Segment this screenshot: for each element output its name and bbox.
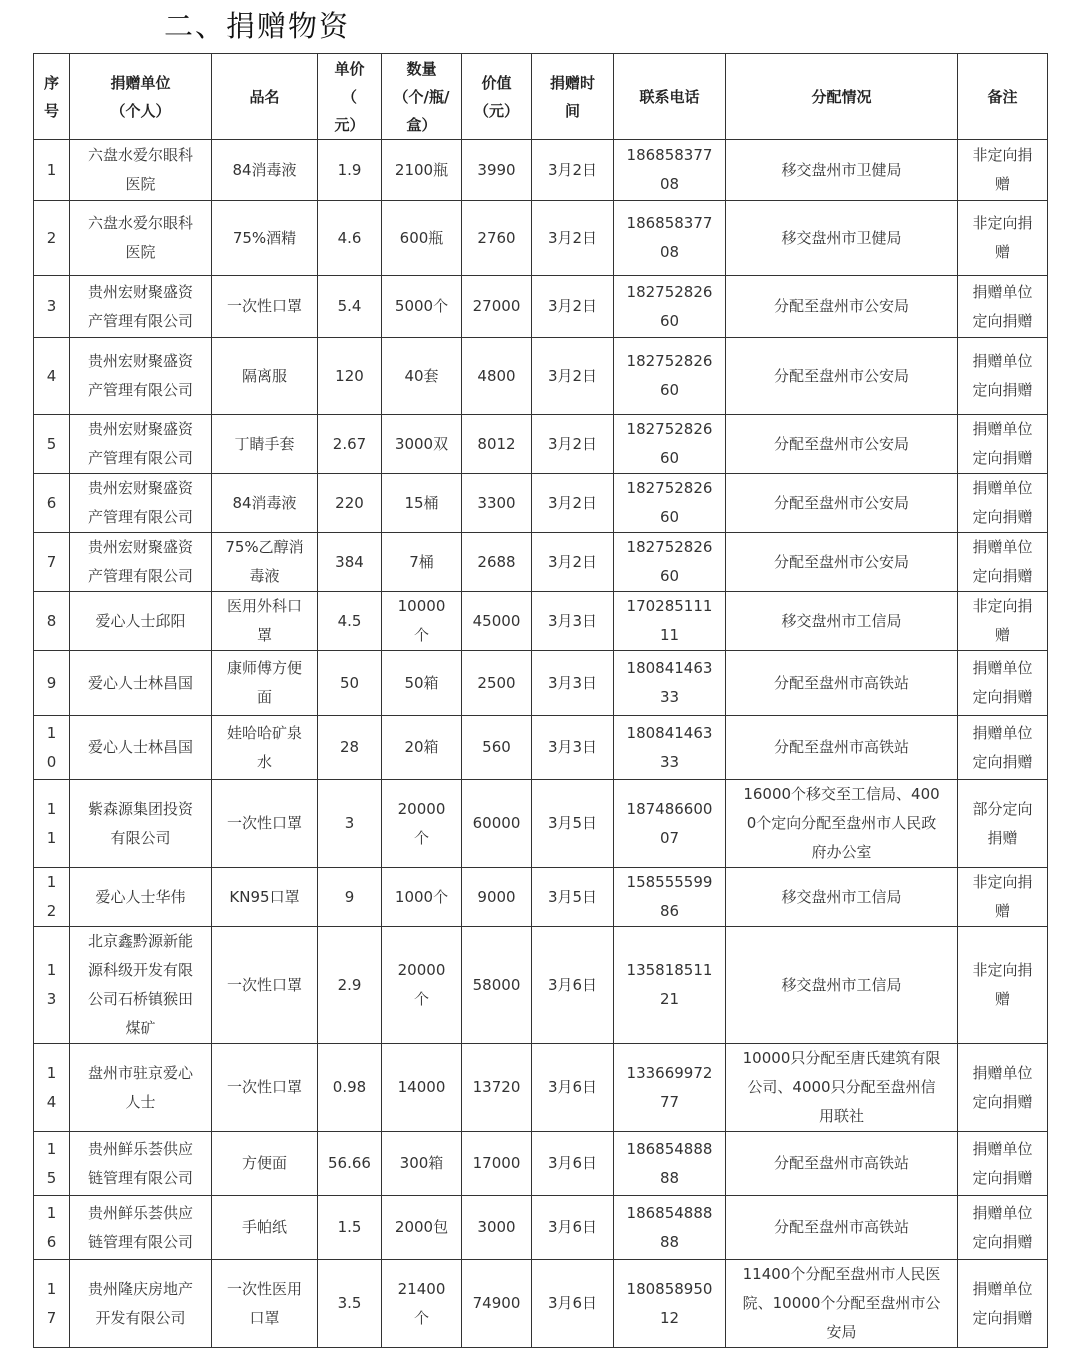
cell-index: 3 [34, 276, 70, 338]
cell-item: 一次性口罩 [212, 1044, 318, 1132]
cell-donor: 爱心人士林昌国 [70, 651, 212, 716]
cell-distribution: 分配至盘州市公安局 [726, 276, 958, 338]
cell-phone: 170285111 11 [614, 592, 726, 651]
cell-date: 3月5日 [532, 780, 614, 868]
cell-phone: 135818511 21 [614, 927, 726, 1044]
cell-price: 2.9 [318, 927, 382, 1044]
cell-donor: 紫森源集团投资 有限公司 [70, 780, 212, 868]
cell-quantity: 20000 个 [382, 927, 462, 1044]
header-date: 捐赠时 间 [532, 54, 614, 140]
header-value: 价值 （元） [462, 54, 532, 140]
cell-distribution: 分配至盘州市公安局 [726, 533, 958, 592]
cell-phone: 182752826 60 [614, 415, 726, 474]
cell-donor: 贵州鲜乐荟供应 链管理有限公司 [70, 1196, 212, 1260]
table-row [34, 201, 1048, 276]
cell-phone: 182752826 60 [614, 533, 726, 592]
cell-value: 8012 [462, 415, 532, 474]
cell-value: 3000 [462, 1196, 532, 1260]
cell-remark: 捐赠单位 定向捐赠 [958, 651, 1048, 716]
cell-price: 50 [318, 651, 382, 716]
cell-phone: 186858377 08 [614, 140, 726, 201]
cell-value: 60000 [462, 780, 532, 868]
cell-index: 1 7 [34, 1260, 70, 1348]
cell-phone: 180841463 33 [614, 716, 726, 780]
cell-quantity: 2000包 [382, 1196, 462, 1260]
cell-index: 1 6 [34, 1196, 70, 1260]
header-donor: 捐赠单位 （个人） [70, 54, 212, 140]
cell-distribution: 移交盘州市工信局 [726, 927, 958, 1044]
cell-item: 一次性口罩 [212, 276, 318, 338]
cell-quantity: 2100瓶 [382, 140, 462, 201]
cell-donor: 贵州宏财聚盛资 产管理有限公司 [70, 533, 212, 592]
cell-date: 3月2日 [532, 415, 614, 474]
cell-remark: 非定向捐 赠 [958, 868, 1048, 927]
table-row [34, 415, 1048, 474]
cell-index: 1 0 [34, 716, 70, 780]
cell-date: 3月6日 [532, 1132, 614, 1196]
cell-quantity: 14000 [382, 1044, 462, 1132]
table-row [34, 1132, 1048, 1196]
cell-donor: 盘州市驻京爱心 人士 [70, 1044, 212, 1132]
cell-phone: 182752826 60 [614, 276, 726, 338]
cell-distribution: 16000个移交至工信局、400 0个定向分配至盘州市人民政 府办公室 [726, 780, 958, 868]
cell-price: 56.66 [318, 1132, 382, 1196]
cell-distribution: 移交盘州市卫健局 [726, 140, 958, 201]
cell-date: 3月3日 [532, 592, 614, 651]
cell-donor: 北京鑫黔源新能 源科级开发有限 公司石桥镇猴田 煤矿 [70, 927, 212, 1044]
cell-item: 一次性医用 口罩 [212, 1260, 318, 1348]
cell-item: 手帕纸 [212, 1196, 318, 1260]
cell-donor: 六盘水爱尔眼科 医院 [70, 201, 212, 276]
cell-distribution: 分配至盘州市公安局 [726, 415, 958, 474]
cell-price: 0.98 [318, 1044, 382, 1132]
cell-donor: 贵州宏财聚盛资 产管理有限公司 [70, 338, 212, 415]
cell-quantity: 15桶 [382, 474, 462, 533]
cell-phone: 180841463 33 [614, 651, 726, 716]
cell-date: 3月2日 [532, 474, 614, 533]
cell-remark: 捐赠单位 定向捐赠 [958, 716, 1048, 780]
cell-remark: 部分定向 捐赠 [958, 780, 1048, 868]
cell-index: 2 [34, 201, 70, 276]
cell-index: 1 5 [34, 1132, 70, 1196]
cell-index: 1 2 [34, 868, 70, 927]
cell-item: 丁睛手套 [212, 415, 318, 474]
table-row [34, 868, 1048, 927]
header-phone: 联系电话 [614, 54, 726, 140]
table-row [34, 1196, 1048, 1260]
cell-donor: 贵州宏财聚盛资 产管理有限公司 [70, 474, 212, 533]
cell-distribution: 分配至盘州市高铁站 [726, 1196, 958, 1260]
cell-distribution: 11400个分配至盘州市人民医 院、10000个分配至盘州市公 安局 [726, 1260, 958, 1348]
cell-date: 3月6日 [532, 1260, 614, 1348]
cell-value: 9000 [462, 868, 532, 927]
cell-phone: 182752826 60 [614, 338, 726, 415]
cell-donor: 贵州宏财聚盛资 产管理有限公司 [70, 276, 212, 338]
table-row [34, 592, 1048, 651]
cell-price: 28 [318, 716, 382, 780]
cell-donor: 爱心人士林昌国 [70, 716, 212, 780]
cell-remark: 捐赠单位 定向捐赠 [958, 533, 1048, 592]
cell-value: 2760 [462, 201, 532, 276]
cell-index: 9 [34, 651, 70, 716]
cell-remark: 非定向捐 赠 [958, 201, 1048, 276]
page-title: 二、捐赠物资 [164, 9, 351, 43]
header-row [34, 54, 1048, 140]
cell-value: 2688 [462, 533, 532, 592]
cell-value: 3990 [462, 140, 532, 201]
header-remark: 备注 [958, 54, 1048, 140]
cell-index: 7 [34, 533, 70, 592]
cell-index: 1 [34, 140, 70, 201]
cell-distribution: 分配至盘州市高铁站 [726, 651, 958, 716]
cell-date: 3月2日 [532, 338, 614, 415]
cell-quantity: 20000 个 [382, 780, 462, 868]
cell-donor: 爱心人士邱阳 [70, 592, 212, 651]
cell-price: 3.5 [318, 1260, 382, 1348]
cell-item: 娃哈哈矿泉 水 [212, 716, 318, 780]
cell-index: 1 4 [34, 1044, 70, 1132]
cell-remark: 捐赠单位 定向捐赠 [958, 276, 1048, 338]
table-row [34, 1044, 1048, 1132]
cell-price: 1.9 [318, 140, 382, 201]
cell-quantity: 7桶 [382, 533, 462, 592]
cell-index: 5 [34, 415, 70, 474]
cell-index: 1 3 [34, 927, 70, 1044]
header-distribution: 分配情况 [726, 54, 958, 140]
cell-donor: 贵州宏财聚盛资 产管理有限公司 [70, 415, 212, 474]
cell-item: 医用外科口 罩 [212, 592, 318, 651]
cell-remark: 非定向捐 赠 [958, 140, 1048, 201]
cell-date: 3月6日 [532, 1044, 614, 1132]
cell-remark: 捐赠单位 定向捐赠 [958, 1044, 1048, 1132]
table-row [34, 780, 1048, 868]
cell-remark: 非定向捐 赠 [958, 927, 1048, 1044]
table-row [34, 140, 1048, 201]
table-body [34, 140, 1048, 1348]
cell-index: 6 [34, 474, 70, 533]
cell-value: 17000 [462, 1132, 532, 1196]
table-row [34, 1260, 1048, 1348]
cell-item: 84消毒液 [212, 140, 318, 201]
cell-phone: 158555599 86 [614, 868, 726, 927]
cell-quantity: 300箱 [382, 1132, 462, 1196]
cell-value: 2500 [462, 651, 532, 716]
cell-remark: 捐赠单位 定向捐赠 [958, 415, 1048, 474]
cell-distribution: 分配至盘州市高铁站 [726, 1132, 958, 1196]
cell-value: 27000 [462, 276, 532, 338]
table-row [34, 276, 1048, 338]
cell-index: 4 [34, 338, 70, 415]
cell-item: 一次性口罩 [212, 927, 318, 1044]
cell-quantity: 40套 [382, 338, 462, 415]
cell-price: 9 [318, 868, 382, 927]
cell-date: 3月2日 [532, 140, 614, 201]
cell-distribution: 移交盘州市卫健局 [726, 201, 958, 276]
table-row [34, 338, 1048, 415]
cell-value: 3300 [462, 474, 532, 533]
cell-price: 2.67 [318, 415, 382, 474]
table-row [34, 651, 1048, 716]
header-quantity: 数量 （个/瓶/ 盒） [382, 54, 462, 140]
table-row [34, 716, 1048, 780]
header-item: 品名 [212, 54, 318, 140]
cell-donor: 贵州隆庆房地产 开发有限公司 [70, 1260, 212, 1348]
table-row [34, 474, 1048, 533]
cell-remark: 捐赠单位 定向捐赠 [958, 1260, 1048, 1348]
cell-quantity: 20箱 [382, 716, 462, 780]
cell-phone: 186854888 88 [614, 1132, 726, 1196]
cell-item: KN95口罩 [212, 868, 318, 927]
cell-item: 康师傅方便 面 [212, 651, 318, 716]
cell-date: 3月2日 [532, 201, 614, 276]
cell-date: 3月2日 [532, 533, 614, 592]
cell-price: 3 [318, 780, 382, 868]
cell-item: 隔离服 [212, 338, 318, 415]
cell-date: 3月6日 [532, 927, 614, 1044]
cell-quantity: 5000个 [382, 276, 462, 338]
cell-value: 4800 [462, 338, 532, 415]
cell-date: 3月3日 [532, 651, 614, 716]
cell-date: 3月6日 [532, 1196, 614, 1260]
cell-price: 384 [318, 533, 382, 592]
cell-quantity: 10000 个 [382, 592, 462, 651]
cell-price: 120 [318, 338, 382, 415]
cell-value: 58000 [462, 927, 532, 1044]
donations-table [33, 53, 1048, 1348]
cell-item: 75%乙醇消 毒液 [212, 533, 318, 592]
cell-item: 方便面 [212, 1132, 318, 1196]
cell-index: 1 1 [34, 780, 70, 868]
cell-price: 4.5 [318, 592, 382, 651]
cell-quantity: 21400 个 [382, 1260, 462, 1348]
cell-donor: 贵州鲜乐荟供应 链管理有限公司 [70, 1132, 212, 1196]
cell-distribution: 分配至盘州市公安局 [726, 474, 958, 533]
cell-donor: 爱心人士华伟 [70, 868, 212, 927]
cell-value: 74900 [462, 1260, 532, 1348]
cell-remark: 捐赠单位 定向捐赠 [958, 1132, 1048, 1196]
cell-phone: 133669972 77 [614, 1044, 726, 1132]
cell-distribution: 分配至盘州市高铁站 [726, 716, 958, 780]
cell-quantity: 600瓶 [382, 201, 462, 276]
cell-date: 3月5日 [532, 868, 614, 927]
cell-date: 3月2日 [532, 276, 614, 338]
cell-distribution: 移交盘州市工信局 [726, 868, 958, 927]
cell-price: 5.4 [318, 276, 382, 338]
cell-quantity: 50箱 [382, 651, 462, 716]
cell-distribution: 分配至盘州市公安局 [726, 338, 958, 415]
cell-phone: 186854888 88 [614, 1196, 726, 1260]
cell-phone: 187486600 07 [614, 780, 726, 868]
cell-value: 13720 [462, 1044, 532, 1132]
cell-quantity: 3000双 [382, 415, 462, 474]
cell-phone: 182752826 60 [614, 474, 726, 533]
cell-item: 一次性口罩 [212, 780, 318, 868]
cell-price: 220 [318, 474, 382, 533]
cell-date: 3月3日 [532, 716, 614, 780]
cell-value: 560 [462, 716, 532, 780]
cell-donor: 六盘水爱尔眼科 医院 [70, 140, 212, 201]
cell-price: 1.5 [318, 1196, 382, 1260]
header-index: 序 号 [34, 54, 70, 140]
cell-phone: 180858950 12 [614, 1260, 726, 1348]
table-row [34, 927, 1048, 1044]
cell-quantity: 1000个 [382, 868, 462, 927]
cell-remark: 捐赠单位 定向捐赠 [958, 474, 1048, 533]
cell-distribution: 移交盘州市工信局 [726, 592, 958, 651]
cell-remark: 非定向捐 赠 [958, 592, 1048, 651]
cell-item: 84消毒液 [212, 474, 318, 533]
header-price: 单价 （ 元） [318, 54, 382, 140]
cell-phone: 186858377 08 [614, 201, 726, 276]
cell-remark: 捐赠单位 定向捐赠 [958, 1196, 1048, 1260]
table-row [34, 533, 1048, 592]
cell-distribution: 10000只分配至唐氏建筑有限 公司、4000只分配至盘州信 用联社 [726, 1044, 958, 1132]
cell-remark: 捐赠单位 定向捐赠 [958, 338, 1048, 415]
cell-index: 8 [34, 592, 70, 651]
cell-value: 45000 [462, 592, 532, 651]
cell-item: 75%酒精 [212, 201, 318, 276]
cell-price: 4.6 [318, 201, 382, 276]
